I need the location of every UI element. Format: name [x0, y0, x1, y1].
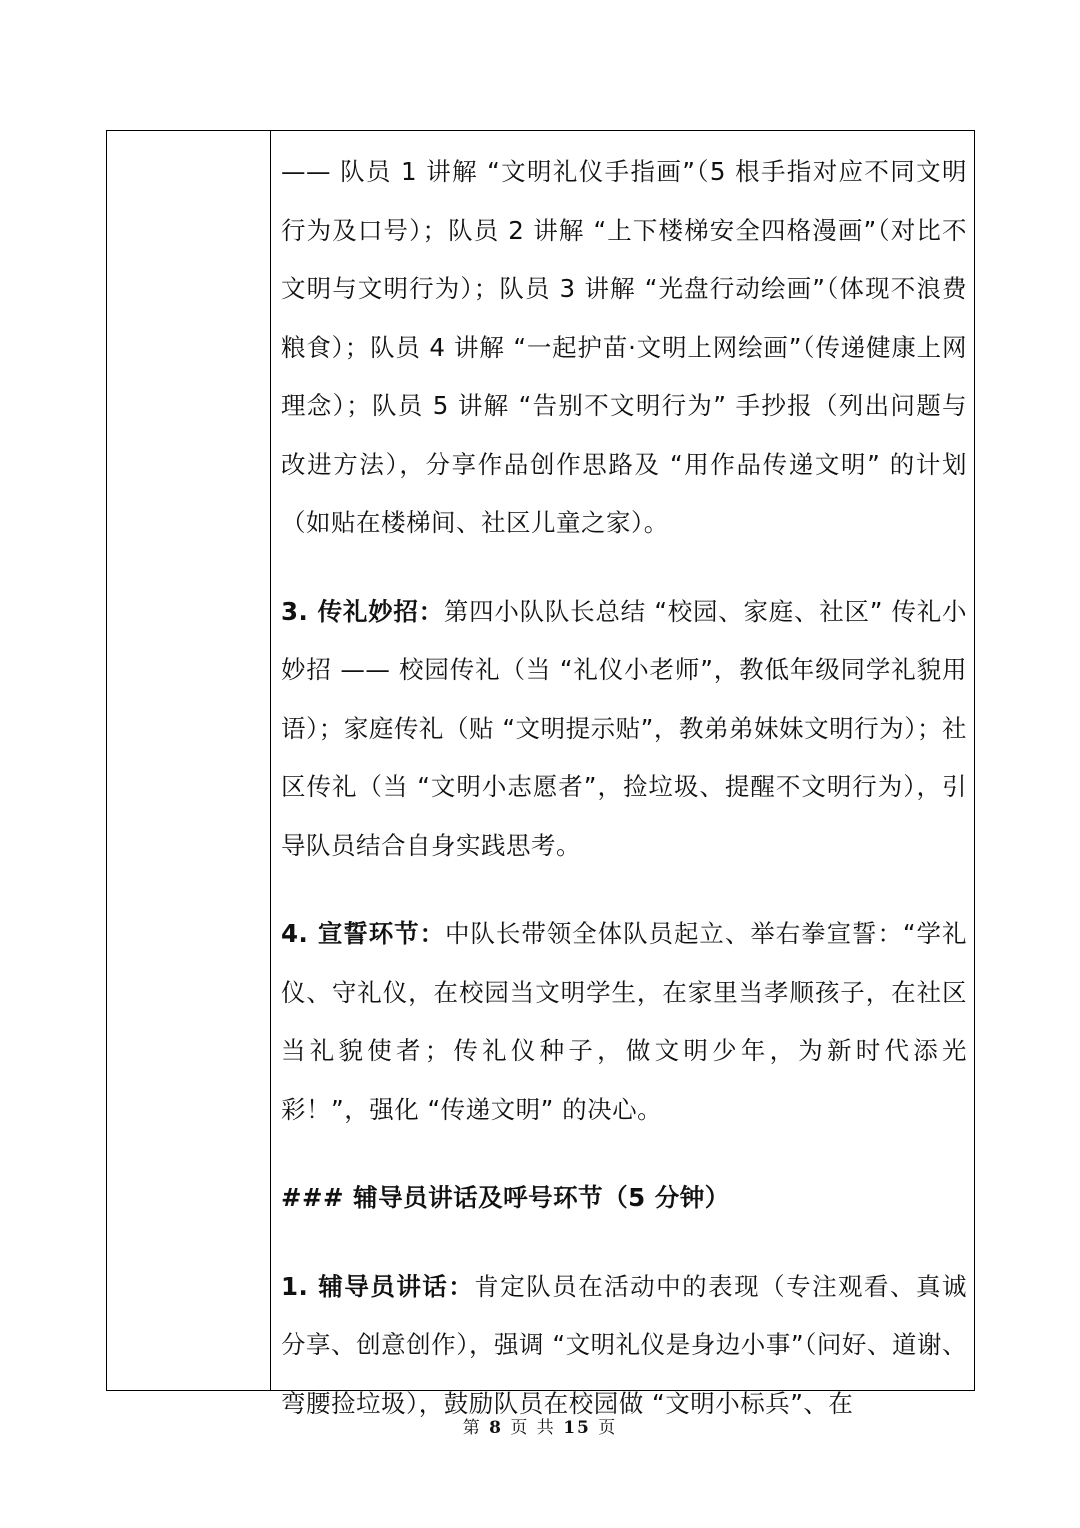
item-3-label: 3. 传礼妙招：	[281, 596, 444, 626]
intro-paragraph: —— 队员 1 讲解 “文明礼仪手指画”（5 根手指对应不同文明行为及口号）；队员 2 讲解 “上下楼梯安全四格漫画”（对比不文明与文明行为）；队员 3 讲解 “光盘行动绘画”（体现不浪费粮食）；队员 4 讲解 “一起护苗·文明上网绘画”（传递健康上网理念）；队员 5 讲解 “告别不文明行为” 手抄报（列出问题与改进方法），分享作品创作思路及 “用作品传递文明” 的计划（如贴在楼梯间、社区儿童之家）。	[281, 157, 967, 537]
page-footer	[0, 1413, 1080, 1438]
item-4-label: 4. 宣誓环节：	[281, 919, 446, 948]
item-1-text: 肯定队员在活动中的表现（专注观看、真诚分享、创意创作），强调 “文明礼仪是身边小事”（问好、道谢、弯腰捡垃圾），鼓励队员在校园做 “文明小标兵”、在	[281, 1271, 967, 1418]
content-table	[106, 130, 975, 1418]
column-divider	[270, 131, 271, 1390]
footer-middle: 页 共	[510, 1418, 556, 1438]
footer-suffix: 页	[598, 1418, 618, 1438]
section-heading: ### 辅导员讲话及呼号环节（5 分钟）	[281, 1183, 730, 1212]
item-3-paragraph	[281, 583, 967, 876]
left-column-cell	[107, 131, 270, 1390]
footer-total-pages: 15	[563, 1418, 591, 1438]
item-1-paragraph	[281, 1258, 967, 1434]
item-3-text: 第四小队队长总结 “校园、家庭、社区” 传礼小妙招 —— 校园传礼（当 “礼仪小老师”，教低年级同学礼貌用语）；家庭传礼（贴 “文明提示贴”，教弟弟妹妹文明行为）；社区传礼（当 “文明小志愿者”，捡垃圾、提醒不文明行为），引导队员结合自身实践思考。	[281, 596, 967, 860]
footer-prefix: 第	[462, 1418, 482, 1438]
item-4-paragraph	[281, 905, 967, 1139]
item-4-text: 中队长带领全体队员起立、举右拳宣誓：“学礼仪、守礼仪，在校园当文明学生，在家里当孝顺孩子，在社区当礼貌使者；传礼仪种子，做文明少年，为新时代添光彩！”，强化 “传递文明” 的决心。	[281, 919, 967, 1124]
right-column-cell	[281, 143, 967, 1433]
item-1-label: 1. 辅导员讲话：	[281, 1271, 475, 1301]
footer-page-number: 8	[489, 1418, 503, 1438]
